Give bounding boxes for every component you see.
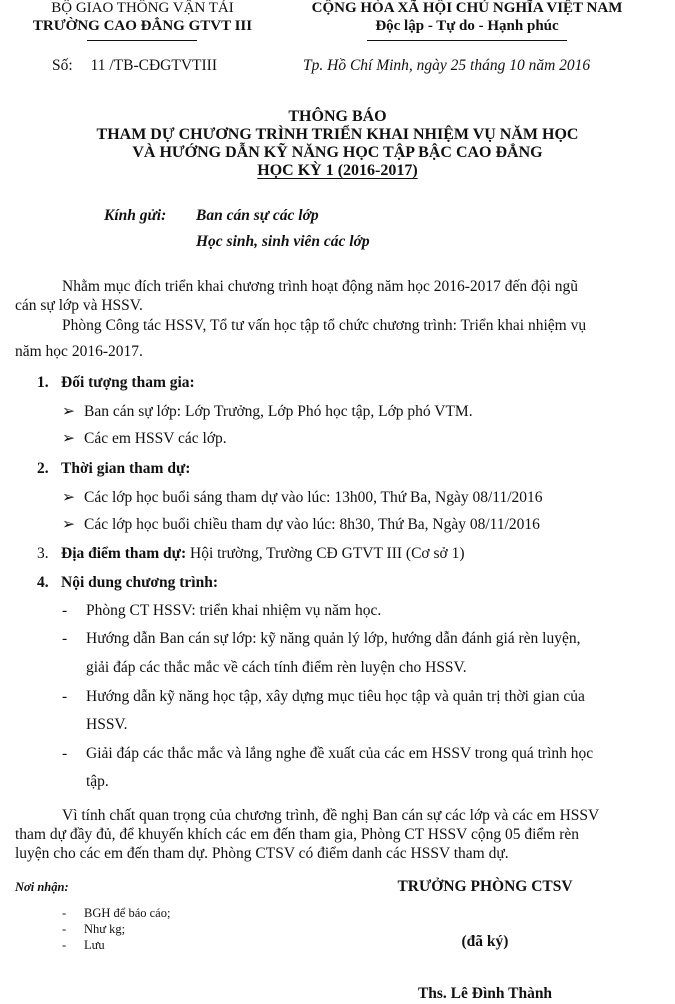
title-line-2: THAM DỰ CHƯƠNG TRÌNH TRIỂN KHAI NHIỆM VỤ NĂM HỌC bbox=[96, 126, 579, 143]
title-line-4 bbox=[0, 162, 675, 180]
place-date: Tp. Hồ Chí Minh, ngày 25 tháng 10 năm 2016 bbox=[303, 57, 591, 74]
arrow-bullet-icon: ➢ bbox=[62, 403, 75, 420]
section-3-number: 3. bbox=[37, 545, 49, 562]
section-2-item-2: Các lớp học buổi chiều tham dự vào lúc: 8h30, Thứ Ba, Ngày 08/11/2016 bbox=[84, 516, 540, 533]
section-4-item-2-line-2: giải đáp các thắc mắc về cách tính điểm rèn luyện cho HSSV. bbox=[86, 659, 467, 676]
list-item bbox=[62, 515, 540, 534]
dash-bullet: - bbox=[62, 602, 68, 619]
dash-bullet: - bbox=[62, 688, 68, 705]
dash-bullet: - bbox=[62, 630, 68, 647]
recipient-1: Ban cán sự các lớp bbox=[196, 207, 319, 224]
section-2-item-1: Các lớp học buổi sáng tham dự vào lúc: 13h00, Thứ Ba, Ngày 08/11/2016 bbox=[84, 489, 543, 506]
arrow-bullet-icon: ➢ bbox=[62, 489, 75, 506]
section-4-item-3-line-2: HSSV. bbox=[86, 716, 128, 733]
school-underline bbox=[87, 40, 197, 41]
dash-bullet: - bbox=[62, 938, 67, 952]
section-4-item-1: Phòng CT HSSV: triển khai nhiệm vụ năm học. bbox=[86, 602, 382, 619]
intro-p1-line2: cán sự lớp và HSSV. bbox=[15, 297, 143, 314]
section-2-title: Thời gian tham dự: bbox=[61, 460, 191, 477]
section-4-number: 4. bbox=[37, 574, 49, 591]
closing-line-1: Vì tính chất quan trọng của chương trình, đề nghị Ban cán sự các lớp và các em HSSV bbox=[62, 807, 600, 824]
intro-p2-line2: năm học 2016-2017. bbox=[15, 343, 143, 360]
section-1-item-2: Các em HSSV các lớp. bbox=[84, 430, 227, 447]
dash-bullet: - bbox=[62, 922, 67, 936]
recipient-2: Học sinh, sinh viên các lớp bbox=[196, 233, 370, 250]
closing-line-2: tham dự đầy đủ, để khuyến khích các em đến tham gia, Phòng CT HSSV cộng 05 điểm rèn bbox=[15, 826, 580, 843]
signature-status: (đã ký) bbox=[461, 933, 509, 950]
intro-p2-line1: Phòng Công tác HSSV, Tổ tư vấn học tập tổ chức chương trình: Triển khai nhiệm vụ bbox=[62, 317, 587, 334]
section-3-title: Địa điểm tham dự: bbox=[61, 545, 187, 562]
dash-bullet: - bbox=[62, 906, 67, 920]
section-1-title: Đối tượng tham gia: bbox=[61, 374, 195, 391]
motto-underline bbox=[367, 40, 567, 41]
section-1-heading bbox=[37, 374, 195, 392]
section-1-item-1: Ban cán sự lớp: Lớp Trưởng, Lớp Phó học tập, Lớp phó VTM. bbox=[84, 403, 473, 420]
dash-bullet: - bbox=[62, 745, 68, 762]
section-4-title: Nội dung chương trình: bbox=[61, 574, 218, 591]
list-item bbox=[62, 602, 381, 620]
list-item bbox=[62, 922, 125, 937]
section-4-item-4-line-2: tập. bbox=[86, 773, 109, 790]
list-item bbox=[62, 745, 593, 763]
section-3-text: Hội trường, Trường CĐ GTVT III (Cơ sở 1) bbox=[186, 545, 465, 562]
list-item bbox=[62, 488, 543, 507]
intro-p1-line1: Nhằm mục đích triển khai chương trình hoạt động năm học 2016-2017 đến đội ngũ bbox=[62, 278, 578, 295]
receivers-label: Nơi nhận: bbox=[15, 880, 69, 894]
title-line-3: VÀ HƯỚNG DẪN KỸ NĂNG HỌC TẬP BẬC CAO ĐẲNG bbox=[132, 144, 543, 161]
list-item bbox=[62, 688, 585, 706]
national-motto: Độc lập - Tự do - Hạnh phúc bbox=[375, 18, 559, 34]
section-4-item-4-line-1: Giải đáp các thắc mắc và lắng nghe đề xuất của các em HSSV trong quá trình học bbox=[86, 745, 594, 762]
section-3-heading bbox=[37, 545, 465, 563]
doc-number bbox=[52, 57, 217, 75]
list-item bbox=[62, 938, 105, 953]
closing-line-3: luyện cho các em đến tham dự. Phòng CTSV có điểm danh các HSSV tham dự. bbox=[15, 845, 509, 862]
arrow-bullet-icon: ➢ bbox=[62, 430, 75, 447]
list-item bbox=[62, 429, 227, 448]
list-item bbox=[62, 630, 580, 648]
section-1-number: 1. bbox=[37, 374, 49, 391]
arrow-bullet-icon: ➢ bbox=[62, 516, 75, 533]
section-4-item-3-line-1: Hướng dẫn kỹ năng học tập, xây dựng mục tiêu học tập và quản trị thời gian của bbox=[86, 688, 585, 705]
doc-number-label: Số: bbox=[52, 57, 73, 74]
signature-title: TRƯỞNG PHÒNG CTSV bbox=[397, 878, 573, 895]
list-item bbox=[62, 906, 170, 921]
title-term: HỌC KỲ 1 (2016-2017) bbox=[257, 162, 418, 179]
receiver-2: Như kg; bbox=[84, 922, 126, 936]
recipients-label: Kính gửi: bbox=[104, 207, 167, 224]
doc-number-value: 11 /TB-CĐGTVTIII bbox=[90, 57, 217, 74]
ministry-name: BỘ GIAO THÔNG VẬN TẢI bbox=[51, 0, 234, 16]
section-2-heading bbox=[37, 460, 190, 478]
list-item bbox=[62, 402, 473, 421]
receiver-3: Lưu bbox=[84, 938, 105, 952]
section-2-number: 2. bbox=[37, 460, 49, 477]
section-4-heading bbox=[37, 574, 218, 592]
school-name: TRƯỜNG CAO ĐẲNG GTVT III bbox=[32, 18, 253, 34]
signer-name: Ths. Lê Đình Thành bbox=[417, 985, 553, 1002]
section-4-item-2-line-1: Hướng dẫn Ban cán sự lớp: kỹ năng quản lý lớp, hướng dẫn đánh giá rèn luyện, bbox=[86, 630, 581, 647]
title-line-1: THÔNG BÁO bbox=[288, 108, 387, 125]
receiver-1: BGH để báo cáo; bbox=[84, 906, 171, 920]
country-name: CỘNG HÒA XÃ HỘI CHỦ NGHĨA VIỆT NAM bbox=[311, 0, 623, 16]
